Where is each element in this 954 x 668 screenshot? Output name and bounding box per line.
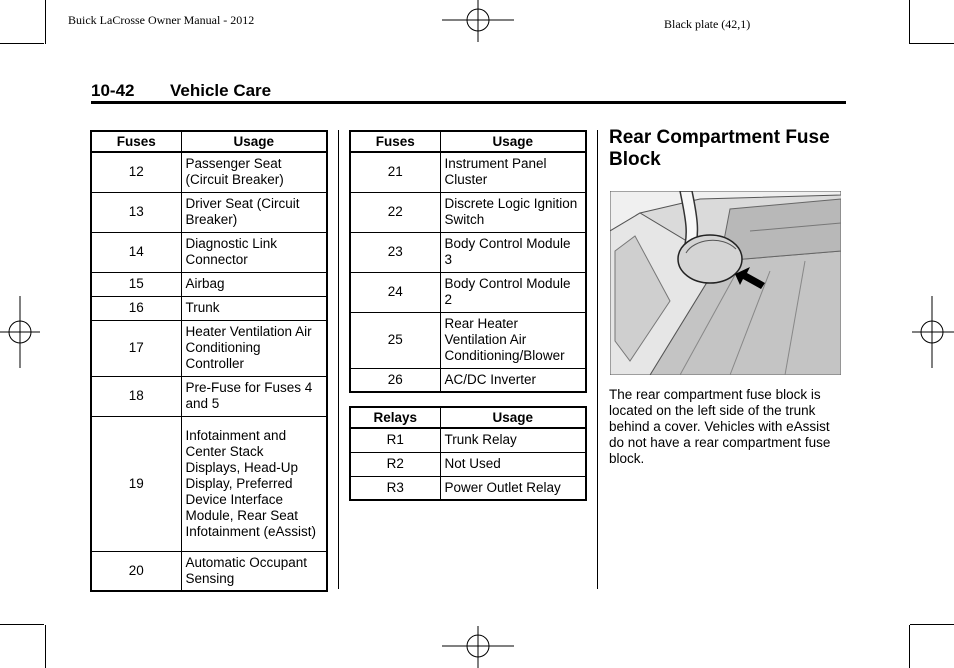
column-header-usage: Usage	[181, 131, 327, 152]
relay-usage: Trunk Relay	[440, 428, 586, 452]
column-header-usage: Usage	[440, 407, 586, 428]
fuse-usage: Rear Heater Ventilation Air Conditioning/Blower	[440, 312, 586, 368]
registration-mark-icon	[912, 296, 954, 368]
table-row	[350, 476, 586, 500]
fuse-usage: Driver Seat (Circuit Breaker)	[181, 192, 327, 232]
fuse-usage: Trunk	[181, 296, 327, 320]
fuse-number: 13	[91, 192, 181, 232]
fuse-number: 19	[91, 416, 181, 551]
table-row	[350, 312, 586, 368]
fuse-usage: Pre-Fuse for Fuses 4 and 5	[181, 376, 327, 416]
relay-number: R2	[350, 452, 440, 476]
crop-mark	[0, 624, 44, 625]
table-row	[350, 192, 586, 232]
table-row	[91, 152, 327, 192]
manual-title: Buick LaCrosse Owner Manual - 2012	[68, 13, 255, 27]
relay-number: R3	[350, 476, 440, 500]
table-row	[350, 152, 586, 192]
table-row	[350, 428, 586, 452]
fuse-number: 25	[350, 312, 440, 368]
fuse-usage: Heater Ventilation Air Conditioning Controller	[181, 320, 327, 376]
crop-mark	[910, 624, 954, 625]
table-row	[350, 368, 586, 392]
fuse-number: 15	[91, 272, 181, 296]
table-header-row	[91, 131, 327, 152]
fuse-table-1	[90, 130, 328, 592]
relay-usage: Power Outlet Relay	[440, 476, 586, 500]
fuse-number: 14	[91, 232, 181, 272]
trunk-fuse-block-illustration	[610, 191, 841, 375]
column-header-usage: Usage	[440, 131, 586, 152]
fuse-number: 22	[350, 192, 440, 232]
section-title: Vehicle Care	[170, 81, 272, 100]
table-row	[91, 376, 327, 416]
column-header-relays: Relays	[350, 407, 440, 428]
fuse-number: 16	[91, 296, 181, 320]
header-rule	[91, 101, 846, 104]
crop-mark	[910, 43, 954, 44]
fuse-usage: Diagnostic Link Connector	[181, 232, 327, 272]
column-divider	[338, 130, 339, 589]
fuse-usage: Infotainment and Center Stack Displays, Head-Up Display, Preferred Device Interface Module, Rear Seat Infotainment (eAssist)	[181, 416, 327, 551]
table-header-row	[350, 407, 586, 428]
registration-mark-icon	[0, 296, 40, 368]
fuse-table-2	[349, 130, 587, 393]
rear-compartment-description: The rear compartment fuse block is located on the left side of the trunk behind a cover. Vehicles with eAssist do not have a rear compartment fuse block.	[609, 387, 831, 466]
table-row	[91, 192, 327, 232]
fuse-usage: Discrete Logic Ignition Switch	[440, 192, 586, 232]
fuse-number: 20	[91, 551, 181, 591]
table-row	[91, 551, 327, 591]
column-divider	[597, 130, 598, 589]
table-row	[91, 416, 327, 551]
crop-mark	[909, 625, 910, 668]
crop-mark	[45, 625, 46, 668]
column-header-fuses: Fuses	[91, 131, 181, 152]
registration-mark-icon	[442, 626, 514, 668]
fuse-number: 21	[350, 152, 440, 192]
fuse-number: 23	[350, 232, 440, 272]
plate-label: Black plate (42,1)	[664, 17, 751, 31]
fuse-usage: Passenger Seat (Circuit Breaker)	[181, 152, 327, 192]
relay-number: R1	[350, 428, 440, 452]
table-row	[91, 232, 327, 272]
table-row	[91, 320, 327, 376]
crop-mark	[909, 0, 910, 44]
fuse-usage: Airbag	[181, 272, 327, 296]
table-row	[350, 272, 586, 312]
table-row	[91, 296, 327, 320]
fuse-usage: AC/DC Inverter	[440, 368, 586, 392]
fuse-usage: Automatic Occupant Sensing	[181, 551, 327, 591]
fuse-number: 24	[350, 272, 440, 312]
fuse-usage: Body Control Module 3	[440, 232, 586, 272]
relay-table	[349, 406, 587, 501]
table-row	[350, 232, 586, 272]
table-row	[350, 452, 586, 476]
fuse-number: 26	[350, 368, 440, 392]
table-header-row	[350, 131, 586, 152]
table-row	[91, 272, 327, 296]
fuse-number: 17	[91, 320, 181, 376]
fuse-number: 18	[91, 376, 181, 416]
fuse-number: 12	[91, 152, 181, 192]
crop-mark	[0, 43, 44, 44]
fuse-usage: Instrument Panel Cluster	[440, 152, 586, 192]
page-number: 10-42	[91, 81, 135, 100]
fuse-usage: Body Control Module 2	[440, 272, 586, 312]
column-header-fuses: Fuses	[350, 131, 440, 152]
rear-compartment-title: Rear Compartment Fuse Block	[609, 127, 830, 170]
relay-usage: Not Used	[440, 452, 586, 476]
crop-mark	[45, 0, 46, 44]
registration-mark-icon	[442, 0, 514, 42]
